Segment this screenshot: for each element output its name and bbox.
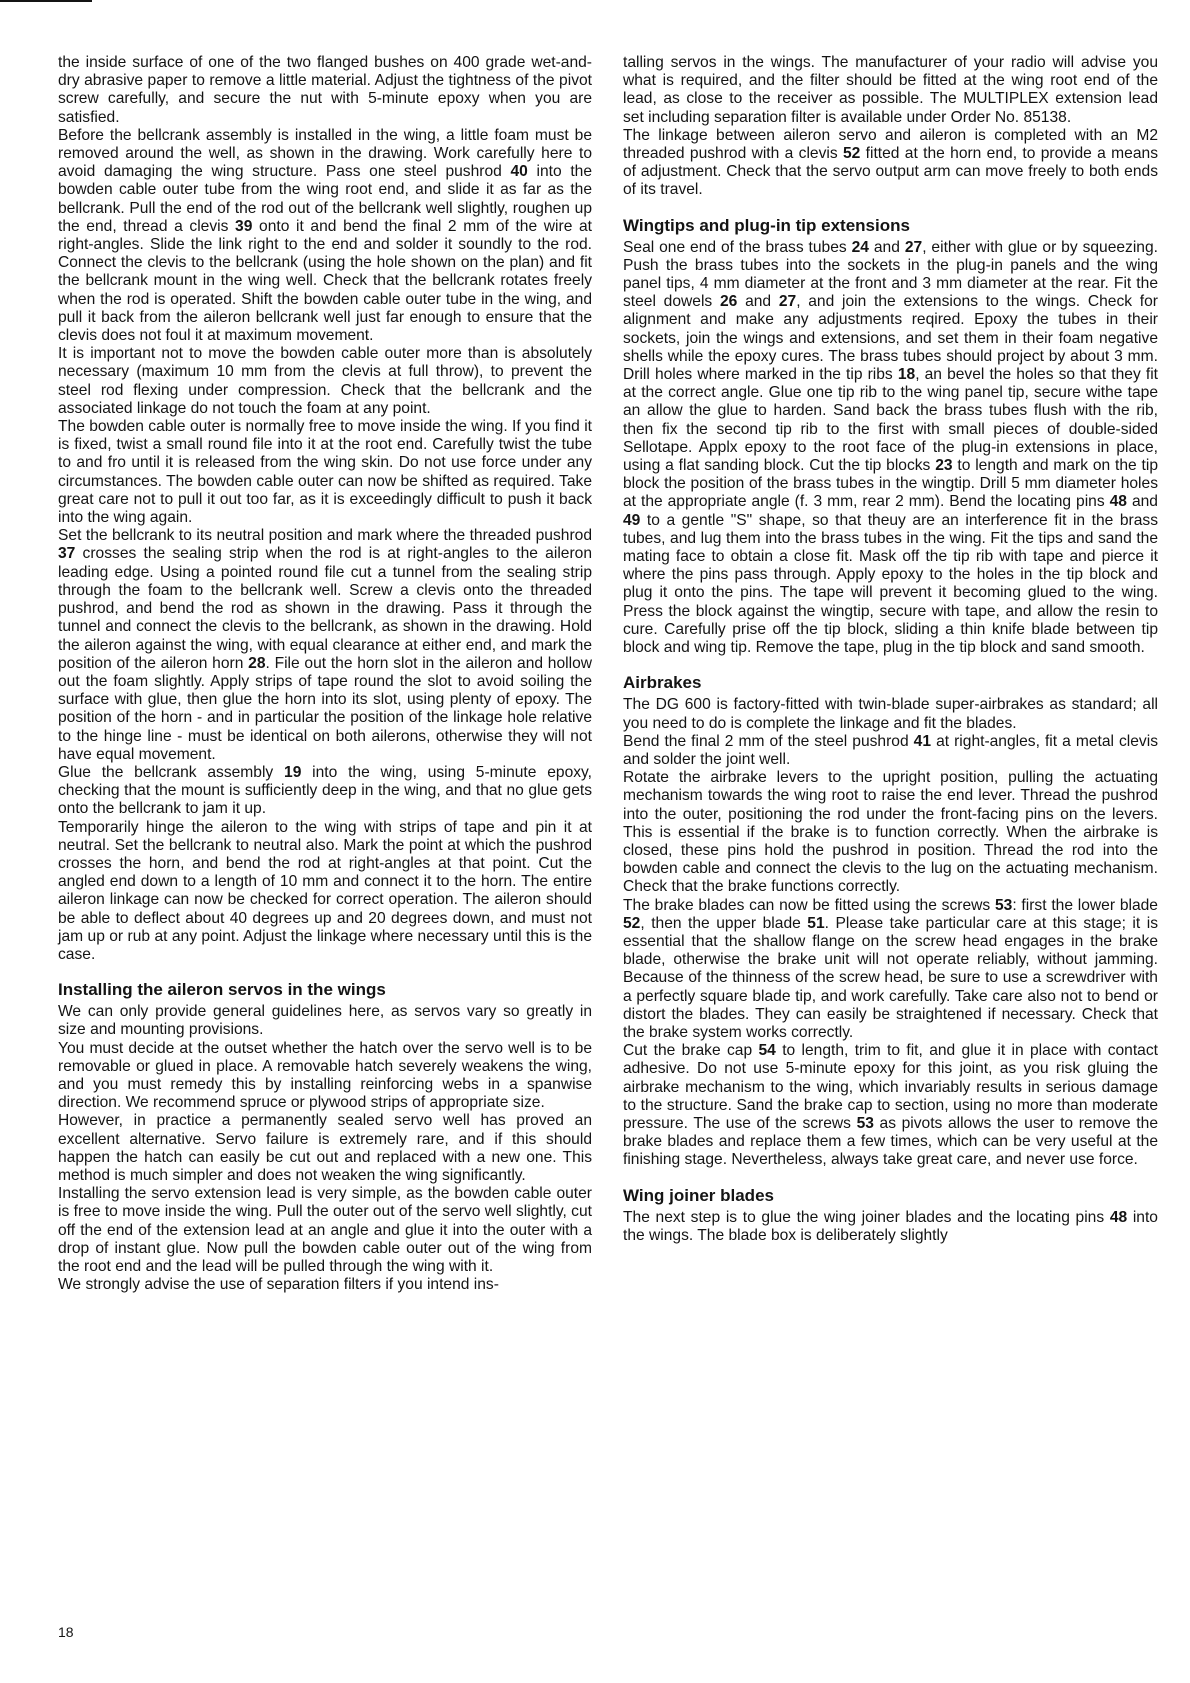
section-heading-aileron-servos: Installing the aileron servos in the wings xyxy=(58,980,386,1000)
page-number: 18 xyxy=(58,1624,74,1640)
part-number: 51 xyxy=(807,914,825,932)
right-column xyxy=(623,54,1158,1245)
paragraph: Seal one end of the brass tubes 24 and 27, either with glue or by squeezing. Push the brass tubes into the sockets in the plug-in panels and the wing panel tips, 4 mm diameter at the front and 3 mm diameter at the rear. Fit the steel dowels 26 and 27, and join the extensions to the wings. Check for alignment and make any adjustments reqired. Epoxy the tubes in their sockets, join the wings and extensions, and set them in their foam negative shells while the epoxy cures. The brass tubes should project by about 3 mm. Drill holes where marked in the tip ribs 18, an bevel the holes so that they fit at the correct angle. Glue one tip rib to the wing panel tip, secure withe tape an allow the glue to harden. Sand back the brass tubes flush with the rib, then fix the second tip rib to the first with small pieces of double-sided Sellotape. Applx epoxy to the root face of the plug-in extensions in place, using a flat sanding block. Cut the tip blocks 23 to length and mark on the tip block the position of the brass tubes in the wingtip. Drill 5 mm diameter holes at the appropriate angle (f. 3 mm, rear 2 mm). Bend the locating pins 48 and 49 to a gentle "S" shape, so that theuy are an interference fit in the brass tubes, and lug them into the brass tubes in the wing. Fit the tips and sand the mating face to obtain a close fit. Mask off the tip rib with tape and pierce it where the pins pass through. Apply epoxy to the holes in the tip block and plug it onto the pins. The tape will prevent it becoming glued to the wing. Press the block against the wingtip, secure with tape, and allow the resin to cure. Carefully prise off the tip block, sliding a thin knife blade between tip block and wing tip. Remove the tape, plug in the tip block and sand smooth. xyxy=(623,238,1158,657)
part-number: 40 xyxy=(510,163,528,181)
paragraph: The next step is to glue the wing joiner blades and the locating pins 48 into the wings. The blade box is deliberately slightly xyxy=(623,1208,1158,1244)
paragraph: Installing the servo extension lead is very simple, as the bowden cable outer is free to move inside the wing. Pull the outer out of the servo well slightly, cut off the end of the extension lead at an angle and glue it into the outer with a drop of instant glue. Now pull the bowden cable outer out of the wing from the root end and the lead will be pulled through the wing with it. xyxy=(58,1185,592,1275)
part-number: 49 xyxy=(623,511,641,529)
part-number: 39 xyxy=(235,217,253,235)
paragraph: Cut the brake cap 54 to length, trim to fit, and glue it in place with contact adhesive. Do not use 5-minute epoxy for this joint, as you risk gluing the airbrake mechanism to the wing, which invariably results in serious damage to the structure. Sand the brake cap to section, using no more than moderate pressure. The use of the screws 53 as pivots allows the user to remove the brake blades and replace them a few times, which can be very useful at the finishing stage. Nevertheless, always take great care, and never use force. xyxy=(623,1042,1158,1169)
paragraph: The linkage between aileron servo and aileron is completed with an M2 threaded pushrod with a clevis 52 fitted at the horn end, to provide a means of adjustment. Check that the servo output arm can move freely to both ends of its travel. xyxy=(623,126,1158,199)
part-number: 53 xyxy=(994,896,1013,914)
part-number: 41 xyxy=(913,732,932,750)
part-number: 23 xyxy=(935,457,953,475)
part-number: 24 xyxy=(851,238,869,256)
part-number: 18 xyxy=(897,366,916,384)
part-number: 53 xyxy=(856,1114,874,1132)
section-heading-wing-joiner: Wing joiner blades xyxy=(623,1185,774,1205)
paragraph: We can only provide general guidelines here, as servos vary so greatly in size and mounting provisions. xyxy=(58,1003,592,1039)
paragraph: The bowden cable outer is normally free to move inside the wing. If you find it is fixed, twist a small round file into it at the root end. Carefully twist the tube to and fro until it is released from the wing skin. Do not use force under any circumstances. The bowden cable outer can now be shifted as required. Take great care not to pull it out too far, as it is exceedingly difficult to push it back into the wing again. xyxy=(58,418,592,527)
part-number: 48 xyxy=(1109,1208,1128,1226)
part-number: 27 xyxy=(904,238,923,256)
part-number: 26 xyxy=(719,293,738,311)
paragraph: talling servos in the wings. The manufacturer of your radio will advise you what is required, and the filter should be fitted at the wing root end of the lead, as close to the receiver as possible. The MULTIPLEX extension lead set including separation filter is available under Order No. 85138. xyxy=(623,54,1158,126)
part-number: 54 xyxy=(758,1042,776,1060)
paragraph: The brake blades can now be fitted using the screws 53: first the lower blade 52, then the upper blade 51. Please take particular care at this stage; it is essential that the shallow flange on the screw head engages in the brake blade, otherwise the brake unit will not operate reliably, without jamming. Because of the thinness of the screw head, be sure to use a screwdriver with a perfectly square blade tip, and work carefully. Take care also not to bend or distort the blades. They can easily be straightened if necessary. Check that the brake system works correctly. xyxy=(623,896,1158,1041)
part-number: 48 xyxy=(1109,493,1127,511)
paragraph: The DG 600 is factory-fitted with twin-blade super-airbrakes as standard; all you need to do is complete the linkage and fit the blades. xyxy=(623,696,1158,732)
part-number: 19 xyxy=(284,763,302,781)
paragraph: Temporarily hinge the aileron to the wing with strips of tape and pin it at neutral. Set the bellcrank to neutral also. Mark the point at which the pushrod crosses the horn, and bend the rod at right-angles at that point. Cut the angled end down to a length of 10 mm and connect it to the horn. The entire aileron linkage can now be checked for correct operation. The aileron should be able to deflect about 40 degrees up and 20 degrees down, and must not jam up or rub at any point. Adjust the linkage where necessary until this is the case. xyxy=(58,818,592,963)
part-number: 52 xyxy=(623,914,641,932)
paragraph: Glue the bellcrank assembly 19 into the wing, using 5-minute epoxy, checking that the mount is sufficiently deep in the wing, and that no glue gets onto the bellcrank to jam it up. xyxy=(58,763,593,818)
paragraph: Rotate the airbrake levers to the upright position, pulling the actuating mechanism towards the wing root to raise the end lever. Thread the pushrod into the outer, positioning the rod under the front-facing pins on the levers. This is essential if the brake is to function correctly. When the airbrake is closed, these pins hold the pushrod in position. Thread the rod into the bowden cable and connect the clevis to the lug on the actuating mechanism. Check that the brake functions correctly. xyxy=(623,769,1158,896)
part-number: 27 xyxy=(778,293,797,311)
paragraph: We strongly advise the use of separation filters if you intend ins- xyxy=(58,1276,499,1294)
paragraph: It is important not to move the bowden cable outer more than is absolutely necessary (maximum 10 mm from the clevis at full throw), to prevent the steel rod flexing under compression. Check that the bellcrank and the associated linkage do not touch the foam at any point. xyxy=(58,345,592,417)
top-rule xyxy=(0,0,92,2)
part-number: 28 xyxy=(248,654,266,672)
paragraph: the inside surface of one of the two flanged bushes on 400 grade wet-and-dry abrasive paper to remove a little material. Adjust the tightness of the pivot screw carefully, and secure the nut with 5-minute epoxy when you are satisfied. xyxy=(58,54,592,126)
part-number: 37 xyxy=(58,545,76,563)
paragraph: You must decide at the outset whether the hatch over the servo well is to be removable or glued in place. A removable hatch severely weakens the wing, and you must remedy this by installing reinforcing webs in a spanwise direction. We recommend spruce or plywood strips of appropriate size. xyxy=(58,1039,592,1112)
paragraph: Before the bellcrank assembly is installed in the wing, a little foam must be removed around the well, as shown in the drawing. Work carefully here to avoid damaging the wing structure. Pass one steel pushrod 40 into the bowden cable outer tube from the wing root end, and slide it as far as the bellcrank. Pull the end of the rod out of the bellcrank well slightly, roughen up the end, thread a clevis 39 onto it and bend the final 2 mm of the wire at right-angles. Slide the link right to the end and solder it soundly to the rod. Connect the clevis to the bellcrank (using the hole shown on the plan) and fit the bellcrank mount in the wing well. Check that the bellcrank rotates freely when the rod is operated. Shift the bowden cable outer tube in the wing, and pull it back from the aileron bellcrank well just far enough to ensure that the clevis does not foul it at maximum movement. xyxy=(58,126,592,345)
part-number: 52 xyxy=(842,145,861,163)
paragraph: Set the bellcrank to its neutral position and mark where the threaded pushrod 37 crosses the sealing strip when the rod is at right-angles to the aileron leading edge. Using a pointed round file cut a tunnel from the sealing strip through the foam to the bellcrank well. Screw a clevis onto the threaded pushrod, and bend the rod as shown in the drawing. Pass it through the tunnel and connect the clevis to the bellcrank, as shown in the drawing. Hold the aileron against the wing, with equal clearance at either end, and mark the position of the aileron horn 28. File out the horn slot in the aileron and hollow out the foam slightly. Apply strips of tape round the slot to avoid soiling the surface with glue, then glue the horn into its slot, using plenty of epoxy. The position of the horn - and in particular the position of the linkage hole relative to the hinge line - must be identical on both ailerons, otherwise they will not have equal movement. xyxy=(58,527,592,763)
paragraph: Bend the final 2 mm of the steel pushrod 41 at right-angles, fit a metal clevis and solder the joint well. xyxy=(623,732,1158,768)
paragraph: However, in practice a permanently sealed servo well has proved an excellent alternative. Servo failure is extremely rare, and if this should happen the hatch can easily be cut out and replaced with a new one. This method is much simpler and does not weaken the wing significantly. xyxy=(58,1112,592,1184)
section-heading-wingtips: Wingtips and plug-in tip extensions xyxy=(623,215,910,235)
left-column xyxy=(58,54,592,1294)
section-heading-airbrakes: Airbrakes xyxy=(623,673,702,693)
